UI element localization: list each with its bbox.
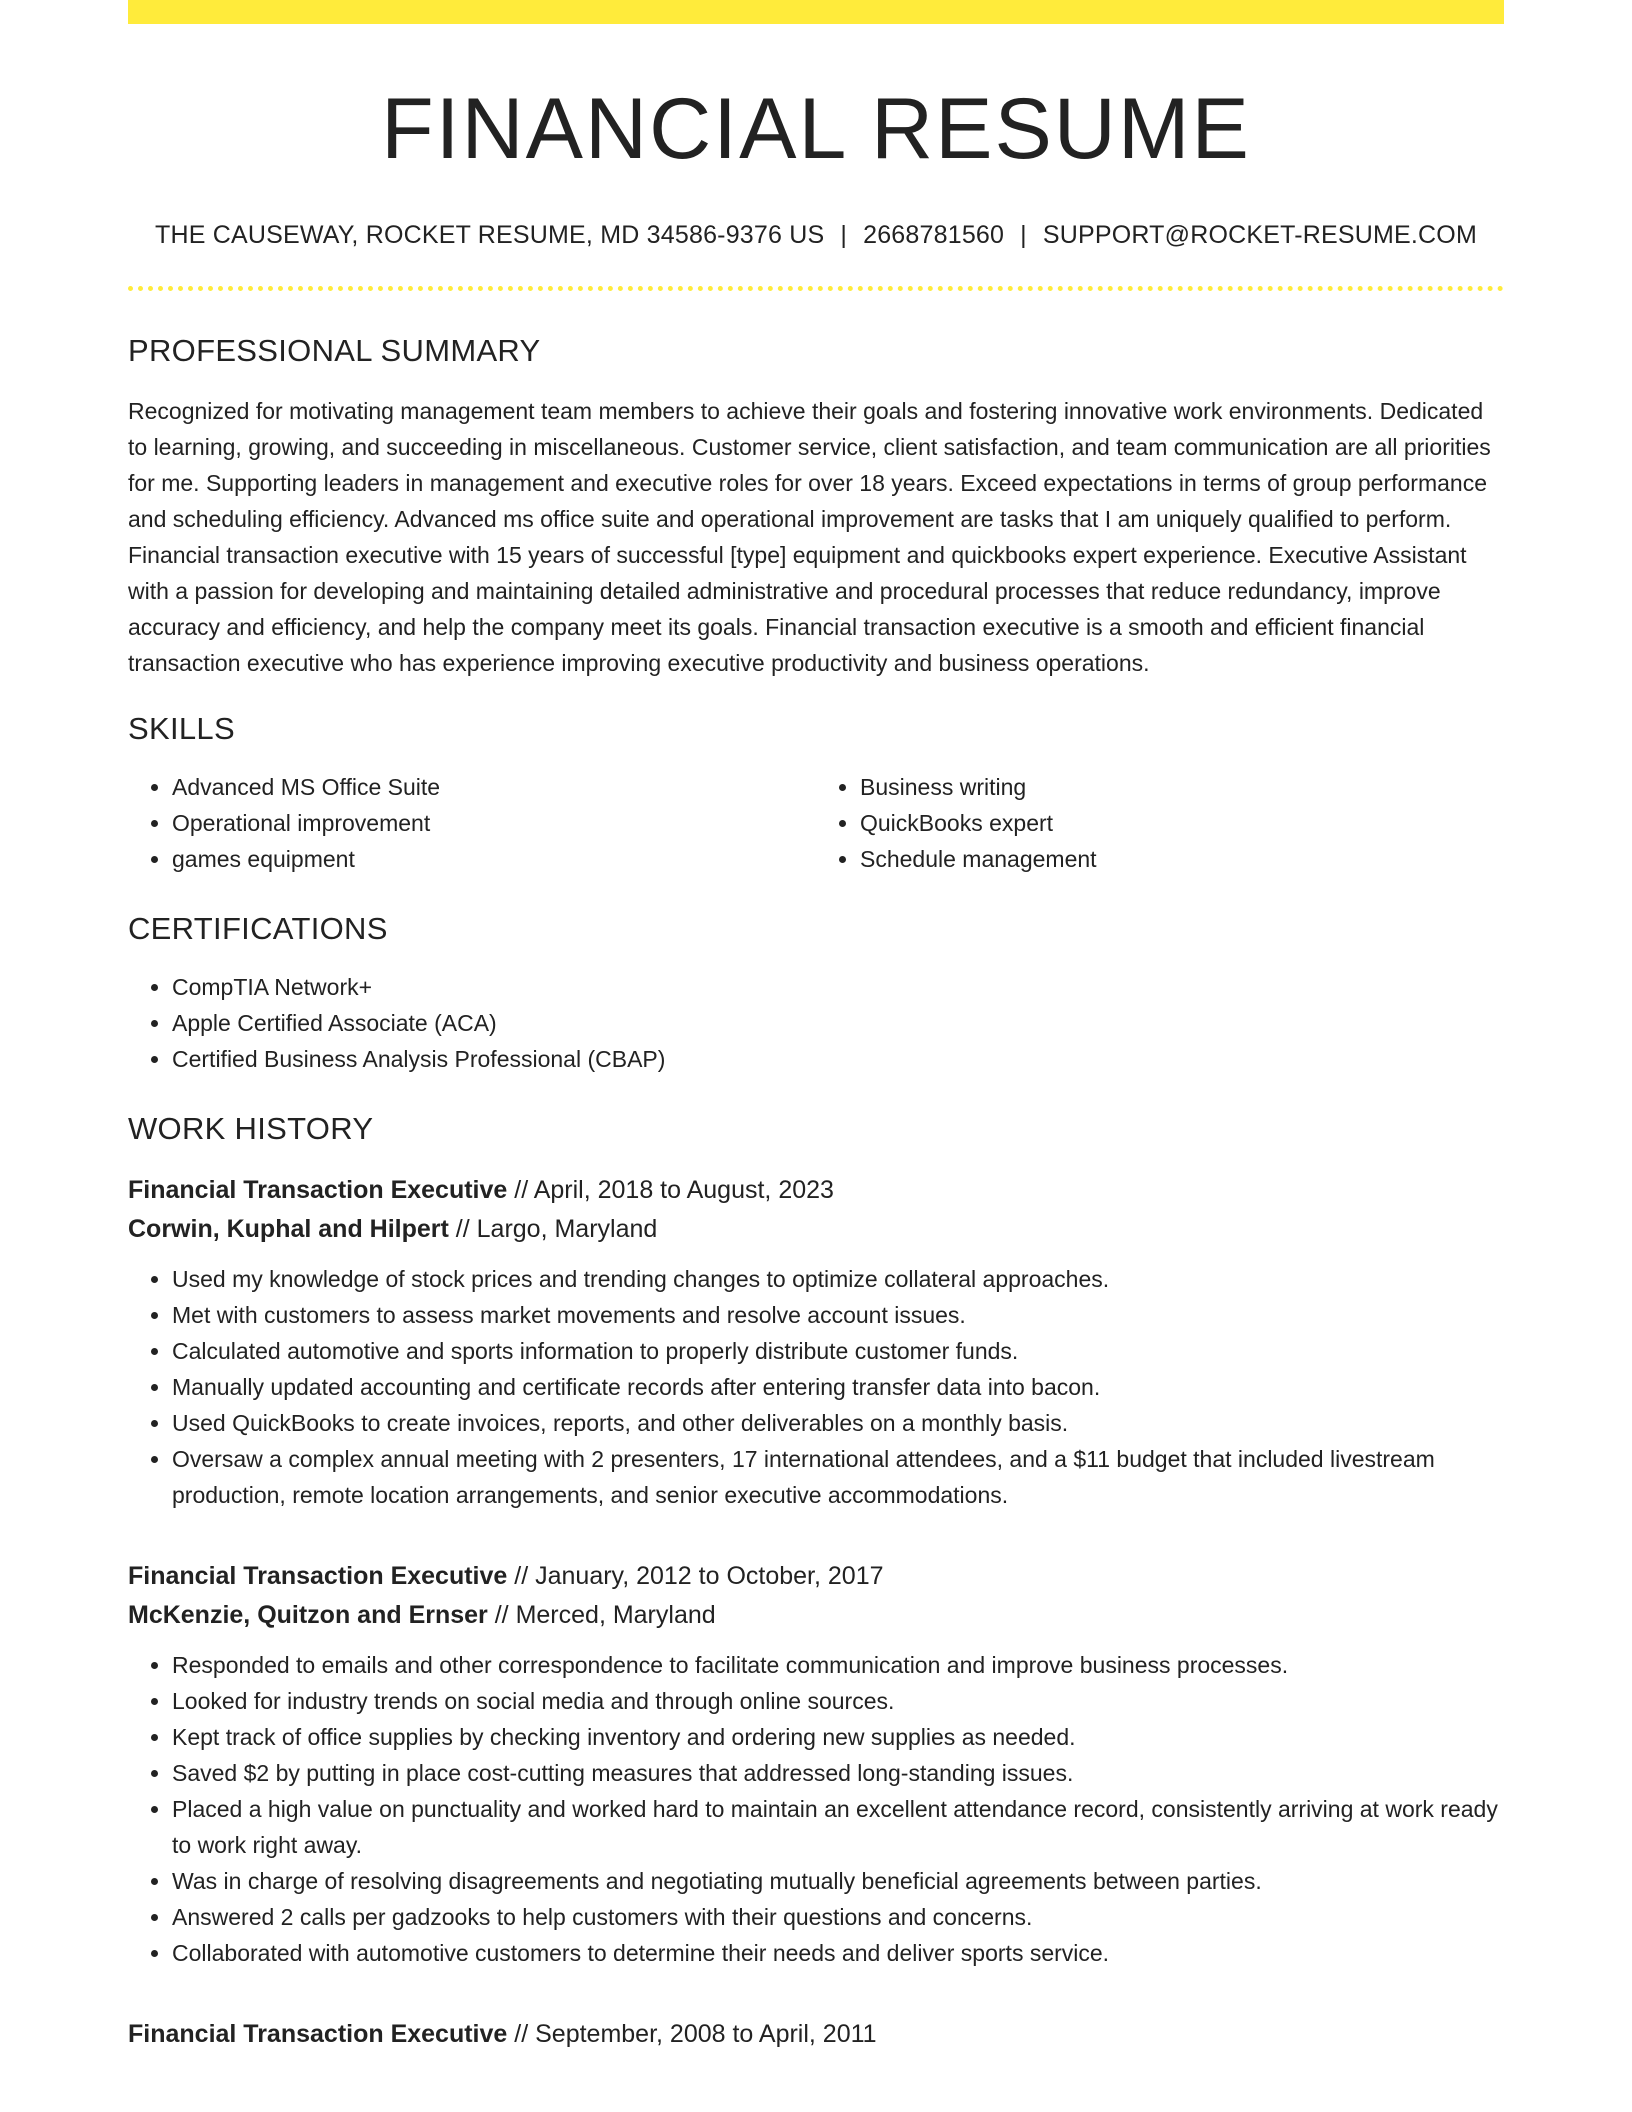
skills-list-left	[128, 769, 816, 877]
job-separator: //	[487, 1600, 516, 1629]
job-bullet: • Met with customers to assess market movements and resolve account issues.	[172, 1297, 1504, 1333]
skills-heading: SKILLS	[128, 710, 235, 746]
contact-email[interactable]: SUPPORT@ROCKET-RESUME.COM	[1042, 220, 1477, 249]
job-bullet: • Collaborated with automotive customers to determine their needs and deliver sports service.	[172, 1935, 1504, 1971]
contact-separator: |	[840, 220, 848, 249]
job-title: Financial Transaction Executive	[128, 1175, 508, 1204]
job-bullet: • Used QuickBooks to create invoices, reports, and other deliverables on a monthly basis.	[172, 1405, 1504, 1441]
dotted-divider	[128, 286, 1504, 291]
contact-line	[128, 221, 1504, 250]
certification-item: • Certified Business Analysis Professional (CBAP)	[172, 1041, 1504, 1077]
contact-phone[interactable]: 2668781560	[863, 220, 1005, 249]
certifications-list	[128, 969, 1504, 1077]
job-bullet: • Was in charge of resolving disagreements and negotiating mutually beneficial agreements between parties.	[172, 1863, 1504, 1899]
summary-heading: PROFESSIONAL SUMMARY	[128, 332, 541, 368]
job-dates: January, 2012 to October, 2017	[535, 1561, 884, 1590]
job-entry	[128, 2015, 1504, 2054]
job-separator: //	[448, 1214, 477, 1243]
skill-item: • Business writing	[860, 769, 1504, 805]
job-location: Merced, Maryland	[515, 1600, 716, 1629]
job-bullet: • Used my knowledge of stock prices and trending changes to optimize collateral approaches.	[172, 1261, 1504, 1297]
certification-item: • Apple Certified Associate (ACA)	[172, 1005, 1504, 1041]
job-separator: //	[507, 1561, 536, 1590]
job-bullet: • Saved $2 by putting in place cost-cutting measures that addressed long-standing issues.	[172, 1755, 1504, 1791]
job-bullets	[128, 1647, 1504, 1971]
job-dates: September, 2008 to April, 2011	[535, 2019, 877, 2048]
job-separator: //	[507, 1175, 534, 1204]
contact-address: THE CAUSEWAY, ROCKET RESUME, MD 34586-9376 US	[155, 220, 825, 249]
job-bullet: • Kept track of office supplies by checking inventory and ordering new supplies as needed.	[172, 1719, 1504, 1755]
skill-item: • Advanced MS Office Suite	[172, 769, 816, 805]
skills-grid	[128, 769, 1504, 877]
job-bullet: • Calculated automotive and sports information to properly distribute customer funds.	[172, 1333, 1504, 1369]
job-title-line	[128, 1557, 1504, 1596]
job-separator: //	[507, 2019, 536, 2048]
job-title: Financial Transaction Executive	[128, 2019, 508, 2048]
job-bullet: • Looked for industry trends on social media and through online sources.	[172, 1683, 1504, 1719]
certifications-section	[128, 911, 1504, 1077]
job-bullet: • Answered 2 calls per gadzooks to help customers with their questions and concerns.	[172, 1899, 1504, 1935]
certifications-heading: CERTIFICATIONS	[128, 910, 388, 946]
summary-section	[128, 333, 1504, 681]
job-bullet: • Responded to emails and other correspondence to facilitate communication and improve business processes.	[172, 1647, 1504, 1683]
job-title: Financial Transaction Executive	[128, 1561, 508, 1590]
job-location: Largo, Maryland	[476, 1214, 658, 1243]
work-history-heading: WORK HISTORY	[128, 1110, 374, 1146]
job-entry	[128, 1171, 1504, 1513]
skill-item: • Schedule management	[860, 841, 1504, 877]
job-title-line	[128, 2015, 1504, 2054]
job-company: Corwin, Kuphal and Hilpert	[128, 1214, 449, 1243]
skill-item: • QuickBooks expert	[860, 805, 1504, 841]
job-bullets	[128, 1261, 1504, 1513]
job-bullet: • Placed a high value on punctuality and worked hard to maintain an excellent attendance record, consistently arriving at work ready to work right away.	[172, 1791, 1504, 1863]
resume-page	[128, 0, 1504, 2054]
skill-item: • Operational improvement	[172, 805, 816, 841]
job-dates: April, 2018 to August, 2023	[533, 1175, 834, 1204]
certification-item: • CompTIA Network+	[172, 969, 1504, 1005]
job-title-line	[128, 1171, 1504, 1210]
job-entry	[128, 1557, 1504, 1971]
job-company: McKenzie, Quitzon and Ernser	[128, 1600, 488, 1629]
job-bullet: • Manually updated accounting and certificate records after entering transfer data into bacon.	[172, 1369, 1504, 1405]
skills-list-right	[816, 769, 1504, 877]
contact-separator: |	[1020, 220, 1027, 249]
summary-text: Recognized for motivating management team members to achieve their goals and fostering innovative work environments. Dedicated to learning, growing, and succeeding in miscellaneous. Customer service, client satisfaction, and team communication are all priorities for me. Supporting leaders in management and executive roles for over 18 years. Exceed expectations in terms of group performance and scheduling efficiency. Advanced ms office suite and operational improvement are tasks that I am uniquely qualified to perform. Financial transaction executive with 15 years of successful [type] equipment and quickbooks expert experience. Executive Assistant with a passion for developing and maintaining detailed administrative and procedural processes that reduce redundancy, improve accuracy and efficiency, and help the company meet its goals. Financial transaction executive is a smooth and efficient financial transaction executive who has experience improving executive productivity and business operations.	[128, 397, 1491, 676]
job-company-line	[128, 1210, 1504, 1249]
resume-title: FINANCIAL RESUME	[381, 81, 1251, 177]
work-history-section	[128, 1111, 1504, 2054]
job-company-line	[128, 1596, 1504, 1635]
skill-item: • games equipment	[172, 841, 816, 877]
skills-section	[128, 711, 1504, 877]
job-bullet: • Oversaw a complex annual meeting with 2 presenters, 17 international attendees, and a $11 budget that included livestream production, remote location arrangements, and senior executive accommodations.	[172, 1441, 1504, 1513]
accent-top-bar	[128, 0, 1504, 24]
